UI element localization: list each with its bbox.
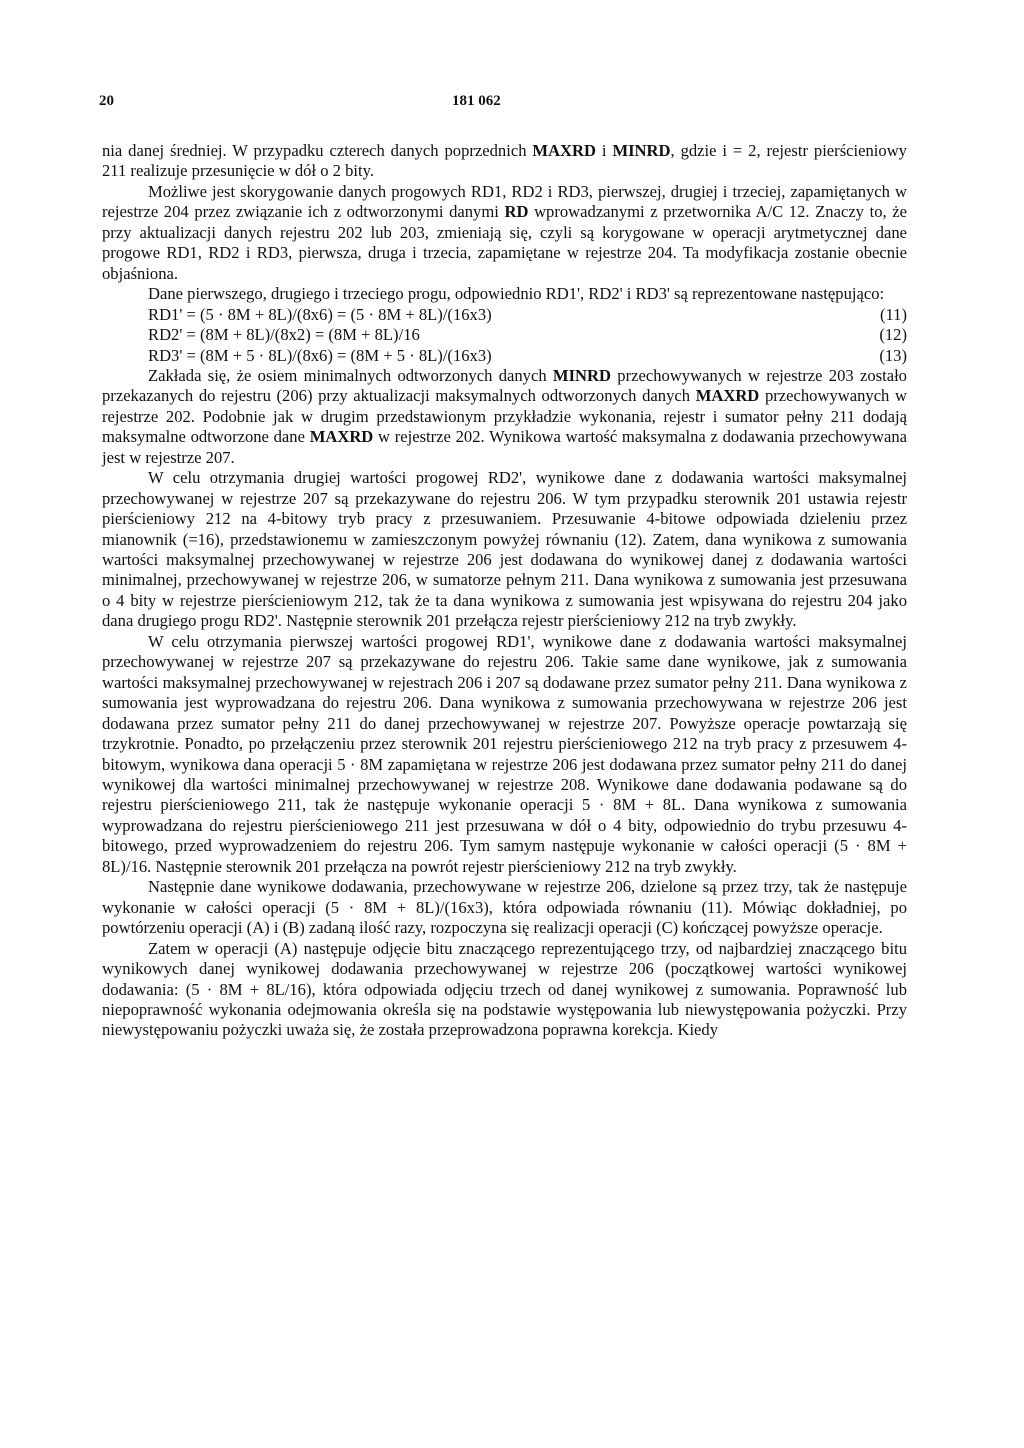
bold-term-minrd: MINRD — [552, 365, 611, 385]
paragraph-7: Następnie dane wynikowe dodawania, przechowywane w rejestrze 206, dzielone są przez trzy, tak że następuje wykonanie w całości operacji (5 · 8M + 8L)/(16x3), która odpowiada równaniu (11). Mówiąc dokładniej, po powtórzeniu operacji (A) i (B) zadaną ilość razy, rozpoczyna się realizacji operacji (C) kończącej powyższe operacje. — [102, 877, 907, 938]
equation-13 — [102, 346, 907, 366]
bold-term-maxrd: MAXRD — [695, 386, 760, 406]
paragraph-3: Dane pierwszego, drugiego i trzeciego progu, odpowiednio RD1', RD2' i RD3' są reprezentowane następująco: — [148, 284, 885, 304]
page-number: 20 — [99, 93, 114, 109]
paragraph-6: W celu otrzymania pierwszej wartości progowej RD1', wynikowe dane z dodawania wartości maksymalnej przechowywanej w rejestrze 207 są przekazywane do rejestru 206. Takie same dane wynikowe, jak z sumowania wartości maksymalnej przechowywanej w rejestrach 206 i 207 są dodawane przez sumator pełny 211. Dana wynikowa z sumowania jest wyprowadzana do rejestru 206. Dana wynikowa z sumowania przechowywana w rejestrze 206 jest dodawana przez sumator pełny 211 do danej przechowywanej w rejestrze 207. Powyższe operacje powtarzają się trzykrotnie. Ponadto, po przełączeniu przez sterownik 201 rejestru pierścieniowego 212 na tryb pracy z przesuwem 4-bitowym, wynikowa dana operacji 5 · 8M zapamiętana w rejestrze 206 jest dodawana przez sumator pełny 211 do danej wynikowej dla wartości minimalnej przechowywanej w rejestrze 208. Wynikowe dane dodawania podawane są do rejestru pierścieniowego 211, tak że następuje wykonanie operacji 5 · 8M + 8L. Dana wynikowa z sumowania wyprowadzana do rejestru pierścieniowego 211 jest przesuwana w dół o 4 bity, odpowiednio do trybu przesuwu 4-bitowego, przed wyprowadzeniem do rejestru 206. Tym samym następuje wykonanie w całości operacji (5 · 8M + 8L)/16. Następnie sterownik 201 przełącza na powrót rejestr pierścieniowy 212 na tryb zwykły. — [102, 631, 907, 876]
paragraph-4: Zakłada się, że osiem minimalnych odtworzonych danych MINRD przechowywanych w rejestrze 203 zostało przekazanych do rejestru (206) przy aktualizacji maksymalnych odtworzonych danych MAXRD przechowywanych w rejestrze 202. Podobnie jak w drugim przedstawionym przykładzie wykonania, rejestr i sumator pełny 211 dodają maksymalne odtworzone dane MAXRD w rejestrze 202. Wynikowa wartość maksymalna z dodawania przechowywana jest w rejestrze 207. — [102, 365, 907, 467]
equation-12 — [102, 325, 907, 345]
paragraph-8: Zatem w operacji (A) następuje odjęcie bitu znaczącego reprezentującego trzy, od najbardziej znaczącego bitu wynikowych danej wynikowej dodawania przechowywanej w rejestrze 206 (początkowej wartości wynikowej dodawania: (5 · 8M + 8L/16), która odpowiada odjęciu trzech od danej wynikowej z sumowania. Poprawność lub niepoprawność wykonania odejmowania określa się na podstawie występowania lub niewystępowania pożyczki. Przy niewystępowaniu pożyczki uważa się, że została przeprowadzona poprawna korekcja. Kiedy — [102, 938, 907, 1040]
equation-number: (13) — [879, 345, 907, 365]
bold-term-maxrd: MAXRD — [309, 427, 374, 447]
page-header — [0, 93, 1024, 115]
document-body — [102, 141, 907, 1041]
equation-formula: RD2' = (8M + 8L)/(8x2) = (8M + 8L)/16 — [148, 325, 420, 345]
equation-formula: RD3' = (8M + 5 · 8L)/(8x6) = (8M + 5 · 8L)/(16x3) — [148, 345, 492, 365]
paragraph-1: nia danej średniej. W przypadku czterech danych poprzednich MAXRD i MINRD, gdzie i = 2, rejestr pierścieniowy 211 realizuje przesunięcie w dół o 2 bity. — [102, 141, 907, 181]
equation-formula: RD1' = (5 · 8M + 8L)/(8x6) = (5 · 8M + 8L)/(16x3) — [148, 304, 492, 324]
bold-term-maxrd: MAXRD — [532, 141, 597, 160]
equation-11 — [102, 305, 907, 325]
paragraph-2: Możliwe jest skorygowanie danych progowych RD1, RD2 i RD3, pierwszej, drugiej i trzeciej, zapamiętanych w rejestrze 204 przez związanie ich z odtworzonymi danymi RD wprowadzanymi z przetwornika A/C 12. Znaczy to, że przy aktualizacji danych rejestru 202 lub 203, zmieniają się, czyli są korygowane w operacji arytmetycznej dane progowe RD1, RD2 i RD3, pierwsza, druga i trzecia, zapamiętane w rejestrze 204. Ta modyfikacja zostanie obecnie objaśniona. — [102, 181, 907, 283]
bold-term-minrd: MINRD — [612, 141, 671, 160]
bold-term-rd: RD — [504, 202, 529, 222]
equation-number: (12) — [879, 325, 907, 345]
equation-number: (11) — [879, 304, 907, 324]
patent-number: 181 062 — [452, 93, 501, 109]
paragraph-5: W celu otrzymania drugiej wartości progowej RD2', wynikowe dane z dodawania wartości maksymalnej przechowywanej w rejestrze 207 są przekazywane do rejestru 206. W tym przypadku sterownik 201 ustawia rejestr pierścieniowy 212 na 4-bitowy tryb pracy z przesuwaniem. Przesuwanie 4-bitowe odpowiada dzieleniu przez mianownik (=16), przedstawionemu w zamieszczonym powyżej równaniu (12). Zatem, dana wynikowa z sumowania wartości maksymalnej przechowywanej w rejestrze 206 jest dodawana do wynikowej danej z dodawania wartości minimalnej, przechowywanej w rejestrze 206, w sumatorze pełnym 211. Dana wynikowa z sumowania jest przesuwana o 4 bity w rejestrze pierścieniowym 212, tak że ta dana wynikowa z sumowania jest wpisywana do rejestru 204 jako dana drugiego progu RD2'. Następnie sterownik 201 przełącza rejestr pierścieniowy 212 na tryb zwykły. — [102, 468, 907, 631]
